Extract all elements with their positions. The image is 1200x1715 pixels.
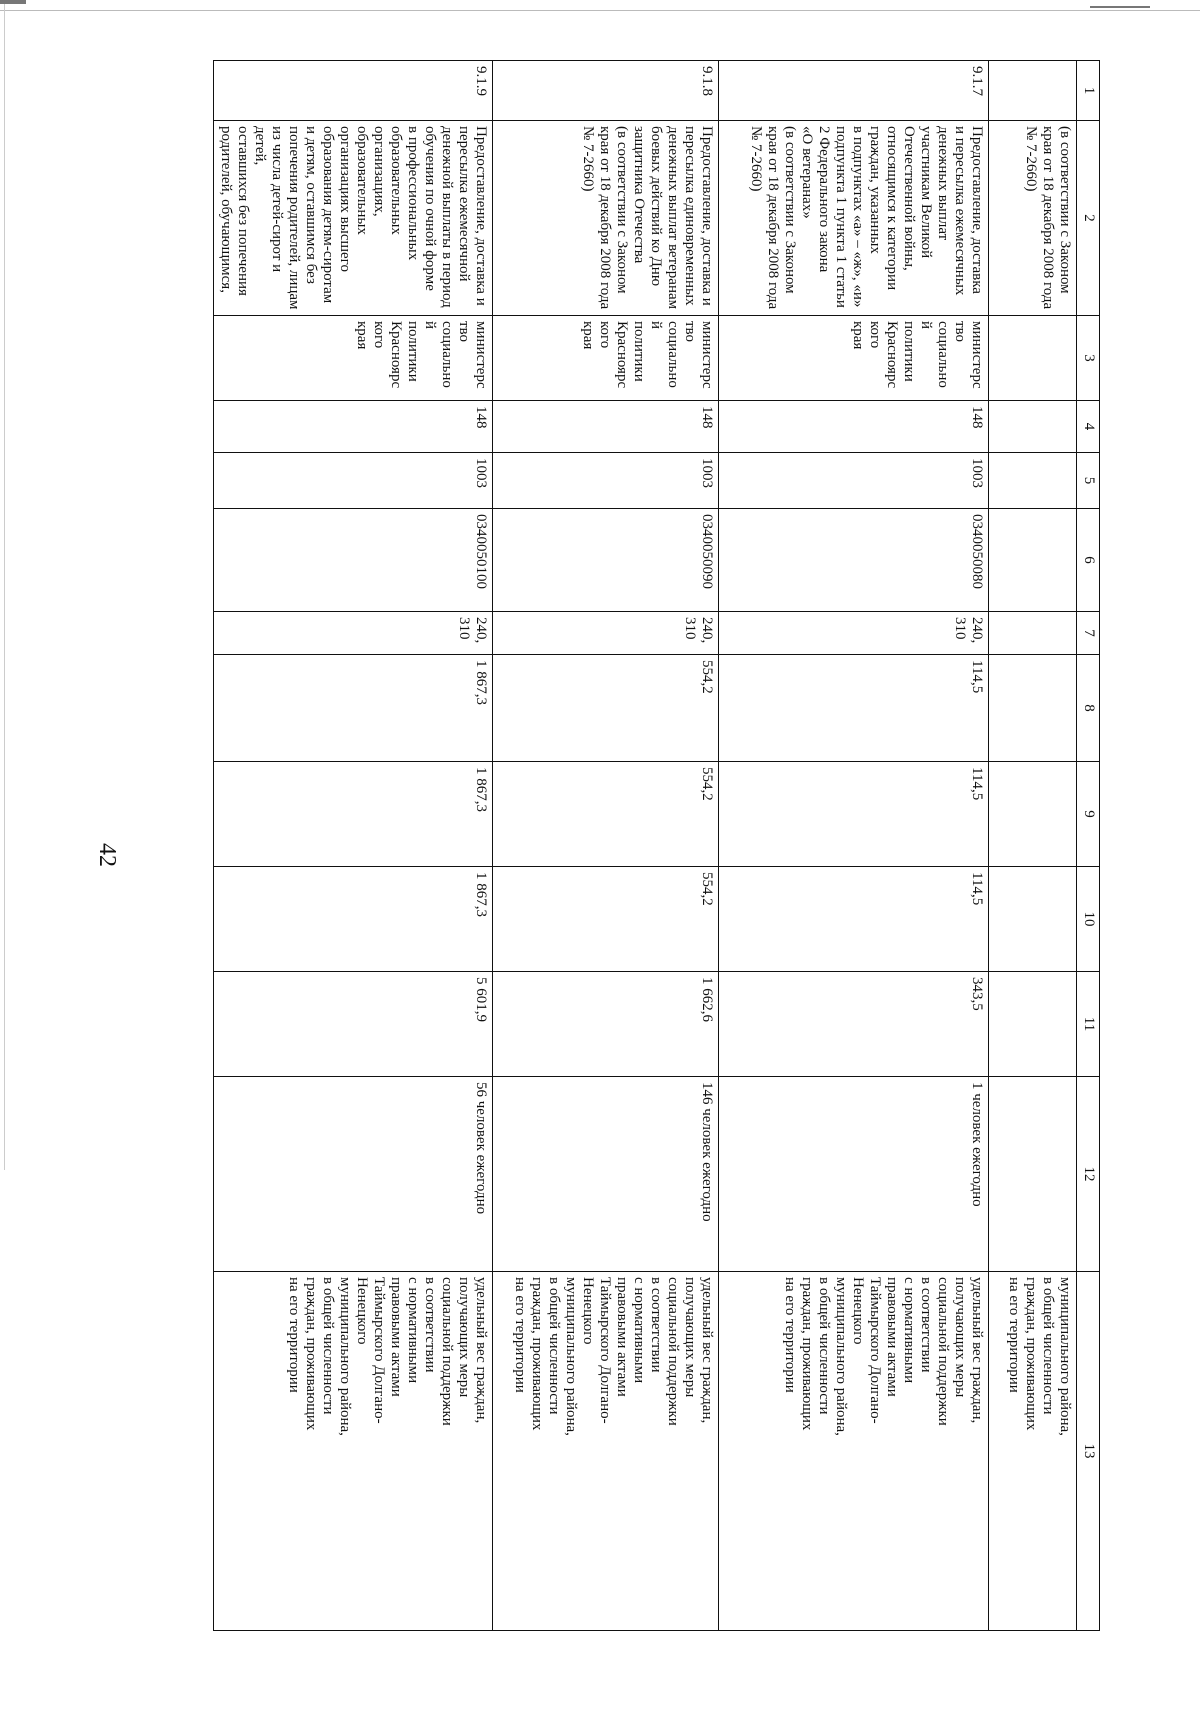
code-target: 0340050100 (214, 509, 493, 612)
code-section: 1003 (214, 453, 493, 509)
code-grbs: 148 (719, 401, 989, 453)
page-number: 42 (94, 843, 120, 867)
row-number: 9.1.8 (493, 61, 719, 121)
table-row (719, 61, 989, 1631)
table-row (493, 61, 719, 1631)
indicator: удельный вес граждан, получающих меры социальной поддержки в соответствии с нормативными правовыми актами Таймырского Долгано- Ненецкого муниципального района, в общей численности граждан, проживающих на его территории (493, 1272, 719, 1631)
measure-description: Предоставление, доставка и пересылка единовременных денежных выплат ветеранам боевых действий ко Дню защитника Отечества (в соответствии с Законом края от 18 декабря 2008 года № 7-2660) (493, 121, 719, 316)
indicator: удельный вес граждан, получающих меры социальной поддержки в соответствии с нормативными правовыми актами Таймырского Долгано- Ненецкого муниципального района, в общей численности граждан, проживающих на его территории (719, 1272, 989, 1631)
column-number-row (1077, 61, 1100, 1631)
code-expense-type: 240, 310 (493, 612, 719, 655)
amount-total: 1 662,6 (493, 972, 719, 1077)
column-number: 4 (1077, 401, 1100, 453)
column-number: 5 (1077, 453, 1100, 509)
amount-year-1: 114,5 (719, 655, 989, 762)
amount-year-1: 554,2 (493, 655, 719, 762)
indicator: удельный вес граждан, получающих меры социальной поддержки в соответствии с нормативными правовыми актами Таймырского Долгано- Ненецкого муниципального района, в общей численности граждан, проживающих на его территории (214, 1272, 493, 1631)
column-number: 12 (1077, 1077, 1100, 1272)
executor: министерство социальной политики Красноярского края (493, 316, 719, 401)
amount-total: 343,5 (719, 972, 989, 1077)
row-number: 9.1.7 (719, 61, 989, 121)
code-target: 0340050090 (493, 509, 719, 612)
amount-year-3: 1 867,3 (214, 867, 493, 972)
scan-left-rule (4, 0, 5, 1170)
amount-year-1: 1 867,3 (214, 655, 493, 762)
code-section: 1003 (719, 453, 989, 509)
code-grbs: 148 (493, 401, 719, 453)
amount-year-3: 114,5 (719, 867, 989, 972)
scan-artifact (0, 0, 26, 4)
continuation-row (989, 61, 1077, 1631)
amount-year-2: 1 867,3 (214, 762, 493, 867)
amount-year-3: 554,2 (493, 867, 719, 972)
measure-description: Предоставление, доставка и пересылка ежемесячной денежной выплаты в период обучения по очной форме в профессиональных образовательных организациях, образовательных организациях высшего образования детям-сиротам и детям, оставшимся без попечения родителей, лицам из числа детей-сирот и детей, оставшихся без попечения родителей, обучающимся, (214, 121, 493, 316)
budget-table (213, 60, 1100, 1631)
column-number: 11 (1077, 972, 1100, 1077)
amount-year-2: 114,5 (719, 762, 989, 867)
column-number: 7 (1077, 612, 1100, 655)
code-expense-type: 240, 310 (719, 612, 989, 655)
column-number: 3 (1077, 316, 1100, 401)
column-number: 9 (1077, 762, 1100, 867)
column-number: 8 (1077, 655, 1100, 762)
table-row (214, 61, 493, 1631)
code-grbs: 148 (214, 401, 493, 453)
amount-total: 5 601,9 (214, 972, 493, 1077)
expected-result: 1 человек ежегодно (719, 1077, 989, 1272)
row-number: 9.1.9 (214, 61, 493, 121)
executor: министерство социальной политики Красноярского края (719, 316, 989, 401)
column-number: 13 (1077, 1272, 1100, 1631)
expected-result: 56 человек ежегодно (214, 1077, 493, 1272)
executor: министерство социальной политики Красноярского края (214, 316, 493, 401)
rotated-page (94, 0, 1200, 1700)
amount-year-2: 554,2 (493, 762, 719, 867)
continuation-indicator: муниципального района, в общей численности граждан, проживающих на его территории (989, 1272, 1077, 1631)
column-number: 1 (1077, 61, 1100, 121)
column-number: 6 (1077, 509, 1100, 612)
column-number: 10 (1077, 867, 1100, 972)
code-section: 1003 (493, 453, 719, 509)
code-target: 0340050080 (719, 509, 989, 612)
code-expense-type: 240, 310 (214, 612, 493, 655)
continuation-law-reference: (в соответствии с Законом края от 18 декабря 2008 года № 7-2660) (989, 121, 1077, 316)
measure-description: Предоставление, доставка и пересылка ежемесячных денежных выплат участникам Великой Отечественной войны, относящимся к категории граждан, указанных в подпунктах «а» – «ж», «и» подпункта 1 пункта 1 статьи 2 Федерального закона «О ветеранах» (в соответствии с Законом края от 18 декабря 2008 года № 7-2660) (719, 121, 989, 316)
column-number: 2 (1077, 121, 1100, 316)
expected-result: 146 человек ежегодно (493, 1077, 719, 1272)
